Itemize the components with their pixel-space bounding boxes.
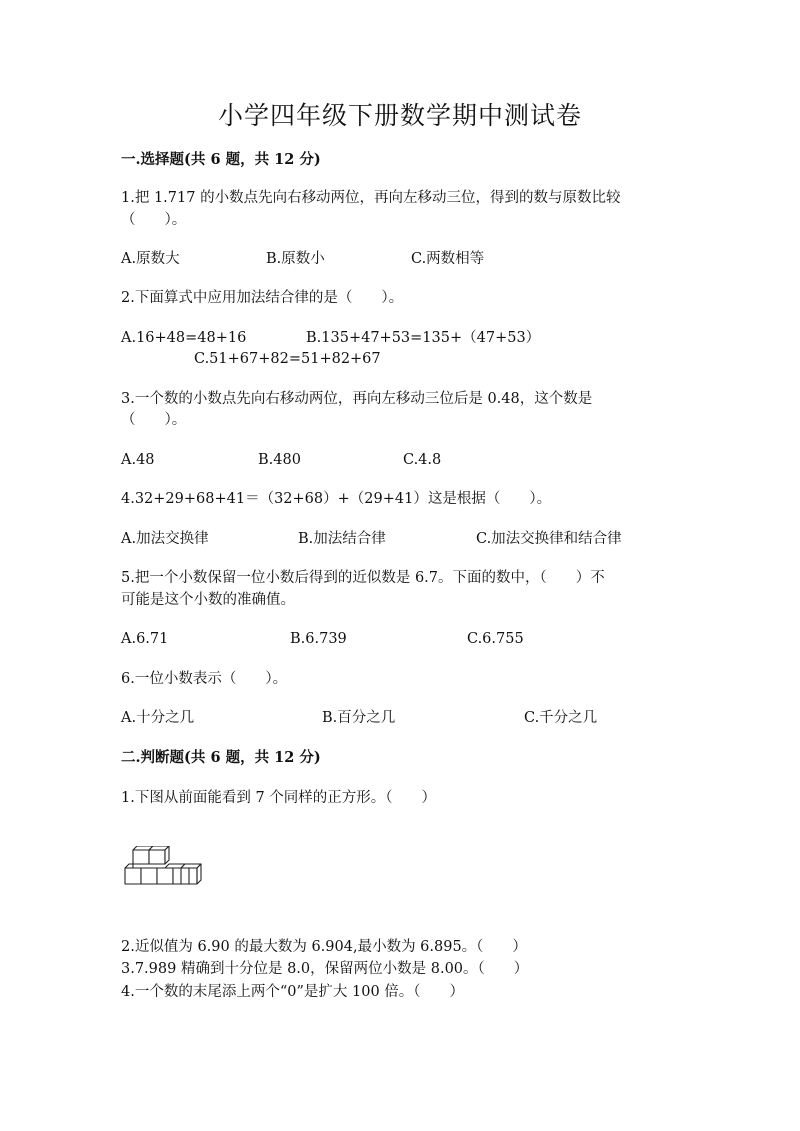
- q6-option-c: C.千分之几: [524, 710, 598, 726]
- q3-option-c: C.4.8: [403, 452, 442, 468]
- section2-heading: 二.判断题(共 6 题，共 12 分): [121, 749, 321, 766]
- question-1-text: 1.把 1.717 的小数点先向右移动两位，再向左移动三位，得到的数与原数比较: [121, 190, 621, 206]
- q6-option-b: B.百分之几: [322, 710, 396, 726]
- question-4-text: 4.32+29+68+41＝（32+68）+（29+41）这是根据（ ）。: [121, 491, 552, 507]
- q5-option-a: A.6.71: [121, 631, 169, 647]
- judge-question-2: 2.近似值为 6.90 的最大数为 6.904,最小数为 6.895。（ ）: [121, 939, 527, 955]
- question-2-text: 2.下面算式中应用加法结合律的是（ ）。: [121, 290, 404, 306]
- question-3-text: 3.一个数的小数点先向右移动两位，再向左移动三位后是 0.48，这个数是: [121, 391, 593, 407]
- q5-option-c: C.6.755: [467, 631, 524, 647]
- q2-option-b: B.135+47+53=135+（47+53）: [306, 330, 541, 346]
- section1-heading: 一.选择题(共 6 题，共 12 分): [121, 151, 321, 168]
- page-title: 小学四年级下册数学期中测试卷: [217, 101, 582, 130]
- judge-question-4: 4.一个数的末尾添上两个“0”是扩大 100 倍。（ ）: [121, 984, 465, 1000]
- q6-option-a: A.十分之几: [121, 710, 195, 726]
- q4-option-a: A.加法交换律: [121, 531, 209, 547]
- cube-stack-figure: [121, 846, 203, 898]
- judge-question-1: 1.下图从前面能看到 7 个同样的正方形。（ ）: [121, 790, 437, 806]
- q4-option-b: B.加法结合律: [298, 531, 386, 547]
- question-1-text-cont: （ ）。: [121, 212, 187, 228]
- q5-option-b: B.6.739: [290, 631, 347, 647]
- q2-option-c: C.51+67+82=51+82+67: [194, 351, 381, 367]
- q3-option-b: B.480: [258, 452, 301, 468]
- judge-question-3: 3.7.989 精确到十分位是 8.0，保留两位小数是 8.00。（ ）: [121, 961, 529, 977]
- question-3-text-cont: （ ）。: [121, 412, 187, 428]
- q3-option-a: A.48: [121, 452, 155, 468]
- q4-option-c: C.加法交换律和结合律: [476, 531, 622, 547]
- cube-stack-drawing: [121, 846, 203, 894]
- q1-option-c: C.两数相等: [411, 251, 485, 267]
- q1-option-b: B.原数小: [266, 251, 325, 267]
- q2-option-a: A.16+48=48+16: [121, 330, 247, 346]
- q1-option-a: A.原数大: [121, 251, 180, 267]
- question-5-text: 5.把一个小数保留一位小数后得到的近似数是 6.7。下面的数中，（ ）不: [121, 570, 605, 586]
- question-6-text: 6.一位小数表示（ ）。: [121, 671, 288, 687]
- question-5-text-cont: 可能是这个小数的准确值。: [121, 592, 295, 608]
